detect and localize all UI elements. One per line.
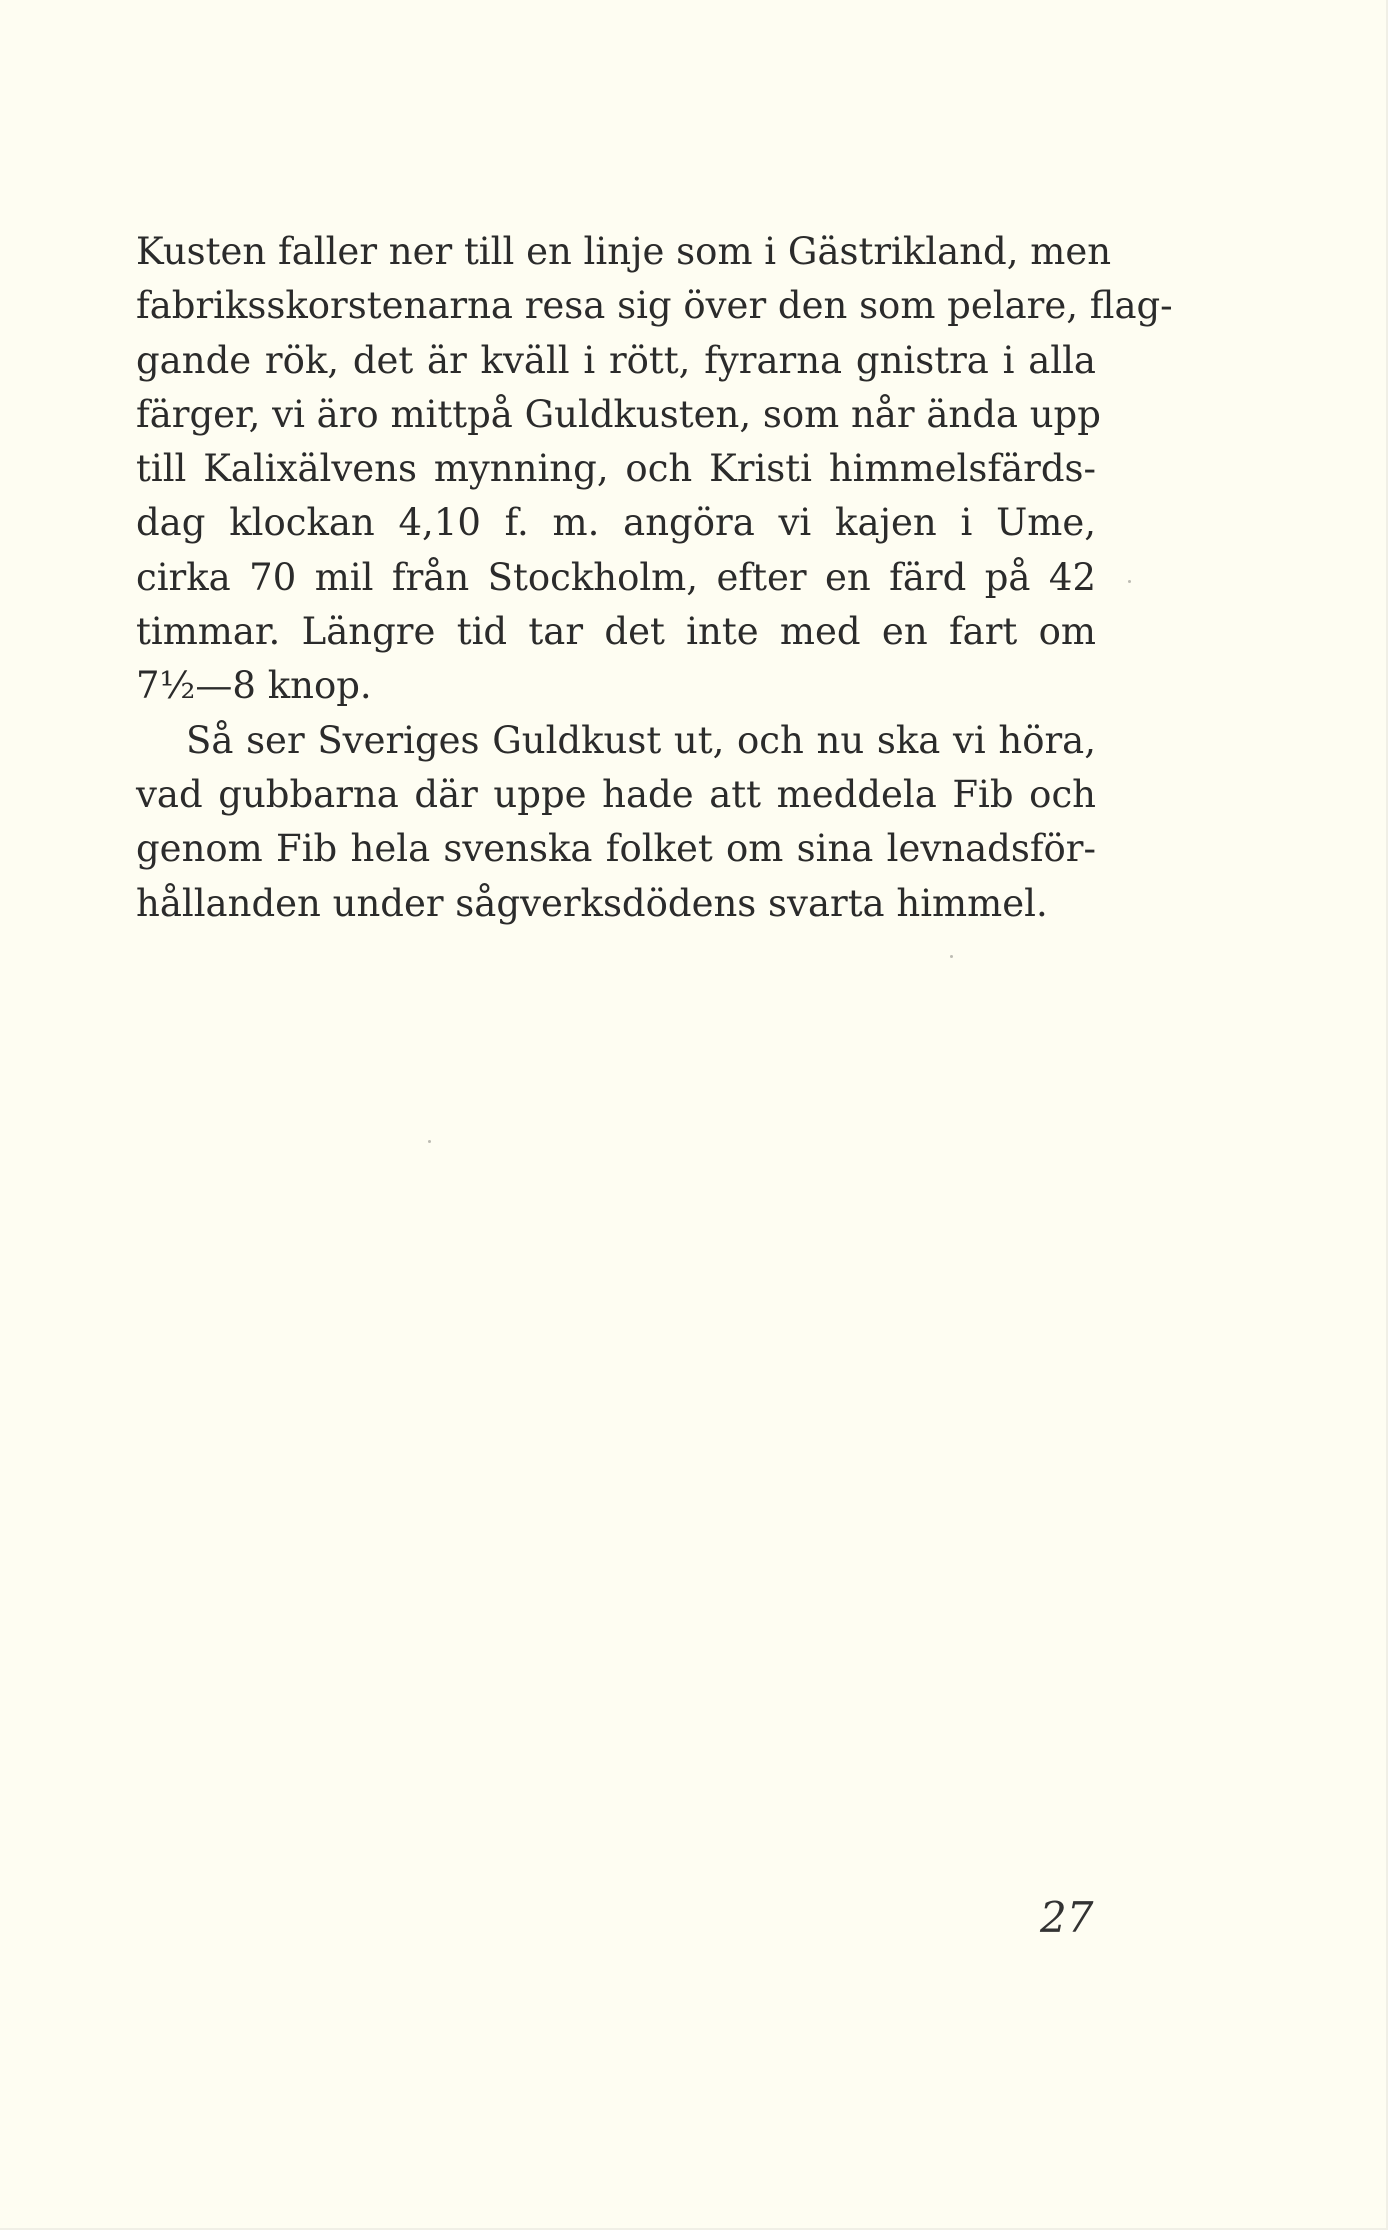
- paper-speck: [1128, 580, 1131, 583]
- text-line: vad gubbarna där uppe hade att meddela Fib och: [136, 772, 1096, 816]
- text-line: cirka 70 mil från Stockholm, efter en färd på 42: [136, 555, 1096, 599]
- paragraph-1: [136, 225, 1173, 714]
- body-text: [136, 225, 1173, 931]
- paragraph-2: [136, 714, 1096, 931]
- paper-speck: [428, 1140, 431, 1143]
- text-line: färger, vi äro mittpå Guldkusten, som når ända upp: [136, 392, 1101, 436]
- text-line: Kusten faller ner till en linje som i Gästrikland, men: [136, 230, 1112, 273]
- text-line: hållanden under sågverksdödens svarta himmel.: [136, 881, 1048, 925]
- text-line: 7½—8 knop.: [136, 664, 372, 708]
- page-number: 27: [1040, 1893, 1094, 1942]
- paper-speck: [950, 955, 953, 958]
- text-line: dag klockan 4,10 f. m. angöra vi kajen i Ume,: [136, 501, 1096, 545]
- text-line: till Kalixälvens mynning, och Kristi himmelsfärds-: [136, 447, 1096, 491]
- text-line: fabriksskorstenarna resa sig över den som pelare, flag-: [136, 284, 1173, 328]
- text-line: genom Fib hela svenska folket om sina levnadsför-: [136, 827, 1096, 871]
- text-line: gande rök, det är kväll i rött, fyrarna gnistra i alla: [136, 338, 1096, 382]
- text-line: timmar. Längre tid tar det inte med en fart om: [136, 610, 1096, 654]
- text-line: Så ser Sveriges Guldkust ut, och nu ska vi höra,: [186, 718, 1096, 762]
